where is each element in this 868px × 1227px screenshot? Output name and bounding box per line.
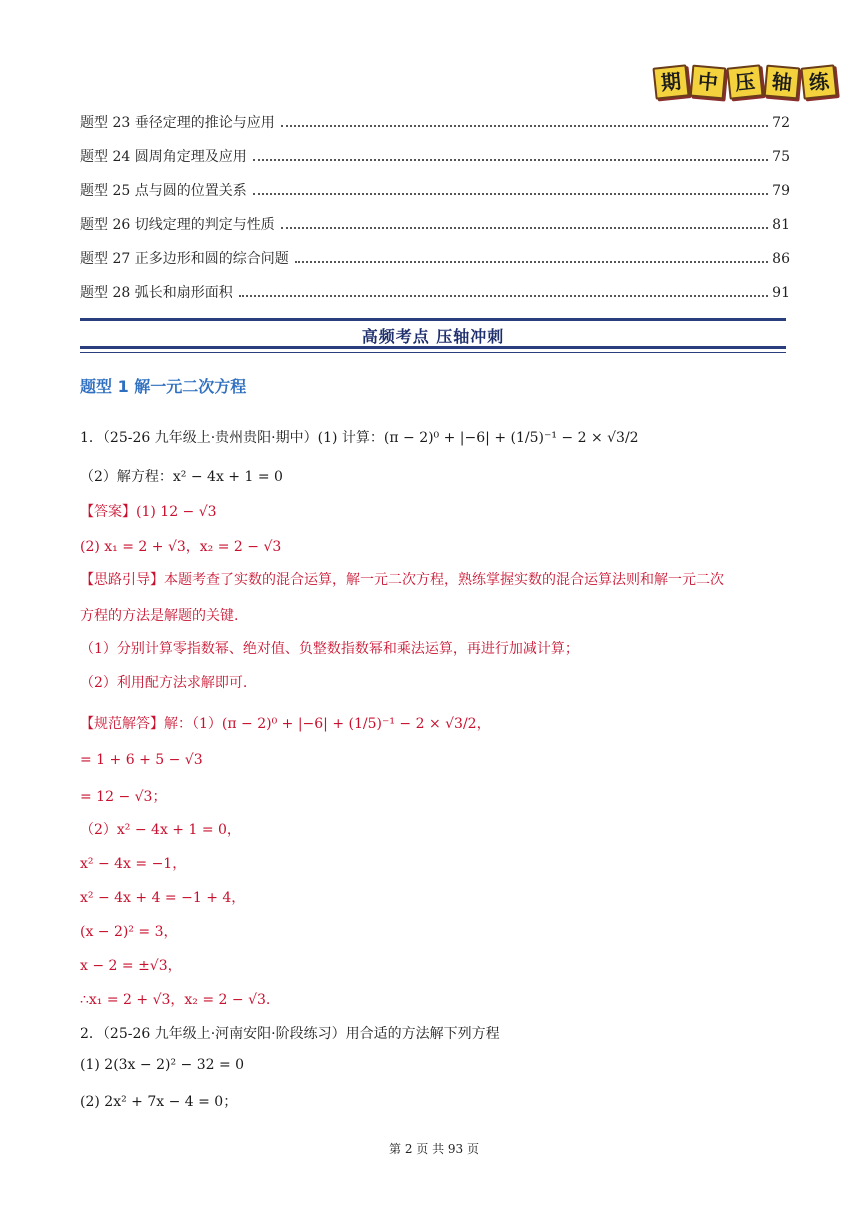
toc-entry[interactable] bbox=[80, 248, 790, 282]
toc-page: 86 bbox=[772, 251, 790, 267]
logo-char: 轴 bbox=[764, 65, 801, 100]
toc-entry[interactable] bbox=[80, 180, 790, 214]
toc-title: 题型 25 点与圆的位置关系 bbox=[80, 183, 247, 199]
toc-entry[interactable] bbox=[80, 112, 790, 146]
question-1: 1．（25-26 九年级上·贵州贵阳·期中）(1) 计算：(π − 2)⁰ + |−6| + (1/5)⁻¹ − 2 × √3/2 bbox=[80, 430, 639, 446]
solution-line: （2）x² − 4x + 1 = 0， bbox=[80, 822, 241, 838]
hint-line: 方程的方法是解题的关键. bbox=[80, 608, 239, 624]
band-rule bbox=[80, 318, 786, 321]
toc-title: 题型 24 圆周角定理及应用 bbox=[80, 149, 247, 165]
toc-title: 题型 27 正多边形和圆的综合问题 bbox=[80, 251, 289, 267]
logo-char: 压 bbox=[726, 64, 763, 99]
solution-line: (x − 2)² = 3， bbox=[80, 924, 178, 940]
toc-page: 72 bbox=[772, 115, 790, 131]
question-1-part-2: （2）解方程：x² − 4x + 1 = 0 bbox=[80, 469, 283, 485]
question-2: 2．（25-26 九年级上·河南安阳·阶段练习）用合适的方法解下列方程 bbox=[80, 1026, 500, 1042]
toc-leader bbox=[239, 295, 768, 297]
hint-line: （1）分别计算零指数幂、绝对值、负整数指数幂和乘法运算，再进行加减计算； bbox=[80, 641, 579, 657]
solution-line: = 12 − √3； bbox=[80, 789, 167, 805]
hint-line: （2）利用配方法求解即可. bbox=[80, 675, 248, 691]
solution-line: x − 2 = ±√3， bbox=[80, 958, 182, 974]
toc-leader bbox=[281, 125, 768, 127]
solution-line: ∴x₁ = 2 + √3，x₂ = 2 − √3. bbox=[80, 992, 271, 1008]
toc-page: 81 bbox=[772, 217, 790, 233]
toc-page: 75 bbox=[772, 149, 790, 165]
band-rule bbox=[80, 346, 786, 349]
toc-title: 题型 26 切线定理的判定与性质 bbox=[80, 217, 275, 233]
solution-line: = 1 + 6 + 5 − √3 bbox=[80, 752, 203, 768]
toc-page: 79 bbox=[772, 183, 790, 199]
hint-line: 【思路引导】本题考查了实数的混合运算，解一元二次方程，熟练掌握实数的混合运算法则和解一元二次 bbox=[80, 572, 724, 588]
question-2-part-2: (2) 2x² + 7x − 4 = 0； bbox=[80, 1094, 238, 1110]
solution-line: x² − 4x = −1， bbox=[80, 856, 187, 872]
toc-entry[interactable] bbox=[80, 282, 790, 316]
answer-line: (2) x₁ = 2 + √3，x₂ = 2 − √3 bbox=[80, 539, 282, 555]
toc-title: 题型 28 弧长和扇形面积 bbox=[80, 285, 233, 301]
logo-char: 期 bbox=[652, 64, 689, 99]
answer-line: 【答案】(1) 12 − √3 bbox=[80, 504, 217, 520]
toc-leader bbox=[295, 261, 768, 263]
logo-badge bbox=[654, 66, 836, 98]
logo-char: 练 bbox=[800, 64, 837, 99]
toc-leader bbox=[281, 227, 768, 229]
solution-line: 【规范解答】解：（1）(π − 2)⁰ + |−6| + (1/5)⁻¹ − 2 × √3/2， bbox=[80, 716, 491, 732]
page-footer: 第 2 页 共 93 页 bbox=[389, 1142, 479, 1156]
band-title: 高频考点 压轴冲刺 bbox=[361, 327, 505, 346]
toc-entry[interactable] bbox=[80, 146, 790, 180]
toc-entry[interactable] bbox=[80, 214, 790, 248]
logo-char: 中 bbox=[690, 65, 727, 100]
section-title: 题型 1 解一元二次方程 bbox=[80, 377, 247, 396]
solution-line: x² − 4x + 4 = −1 + 4， bbox=[80, 890, 246, 906]
toc-page: 91 bbox=[772, 285, 790, 301]
toc-title: 题型 23 垂径定理的推论与应用 bbox=[80, 115, 275, 131]
band-rule bbox=[80, 352, 786, 353]
toc-leader bbox=[253, 193, 768, 195]
table-of-contents bbox=[80, 112, 790, 316]
question-2-part-1: (1) 2(3x − 2)² − 32 = 0 bbox=[80, 1057, 245, 1073]
toc-leader bbox=[253, 159, 768, 161]
